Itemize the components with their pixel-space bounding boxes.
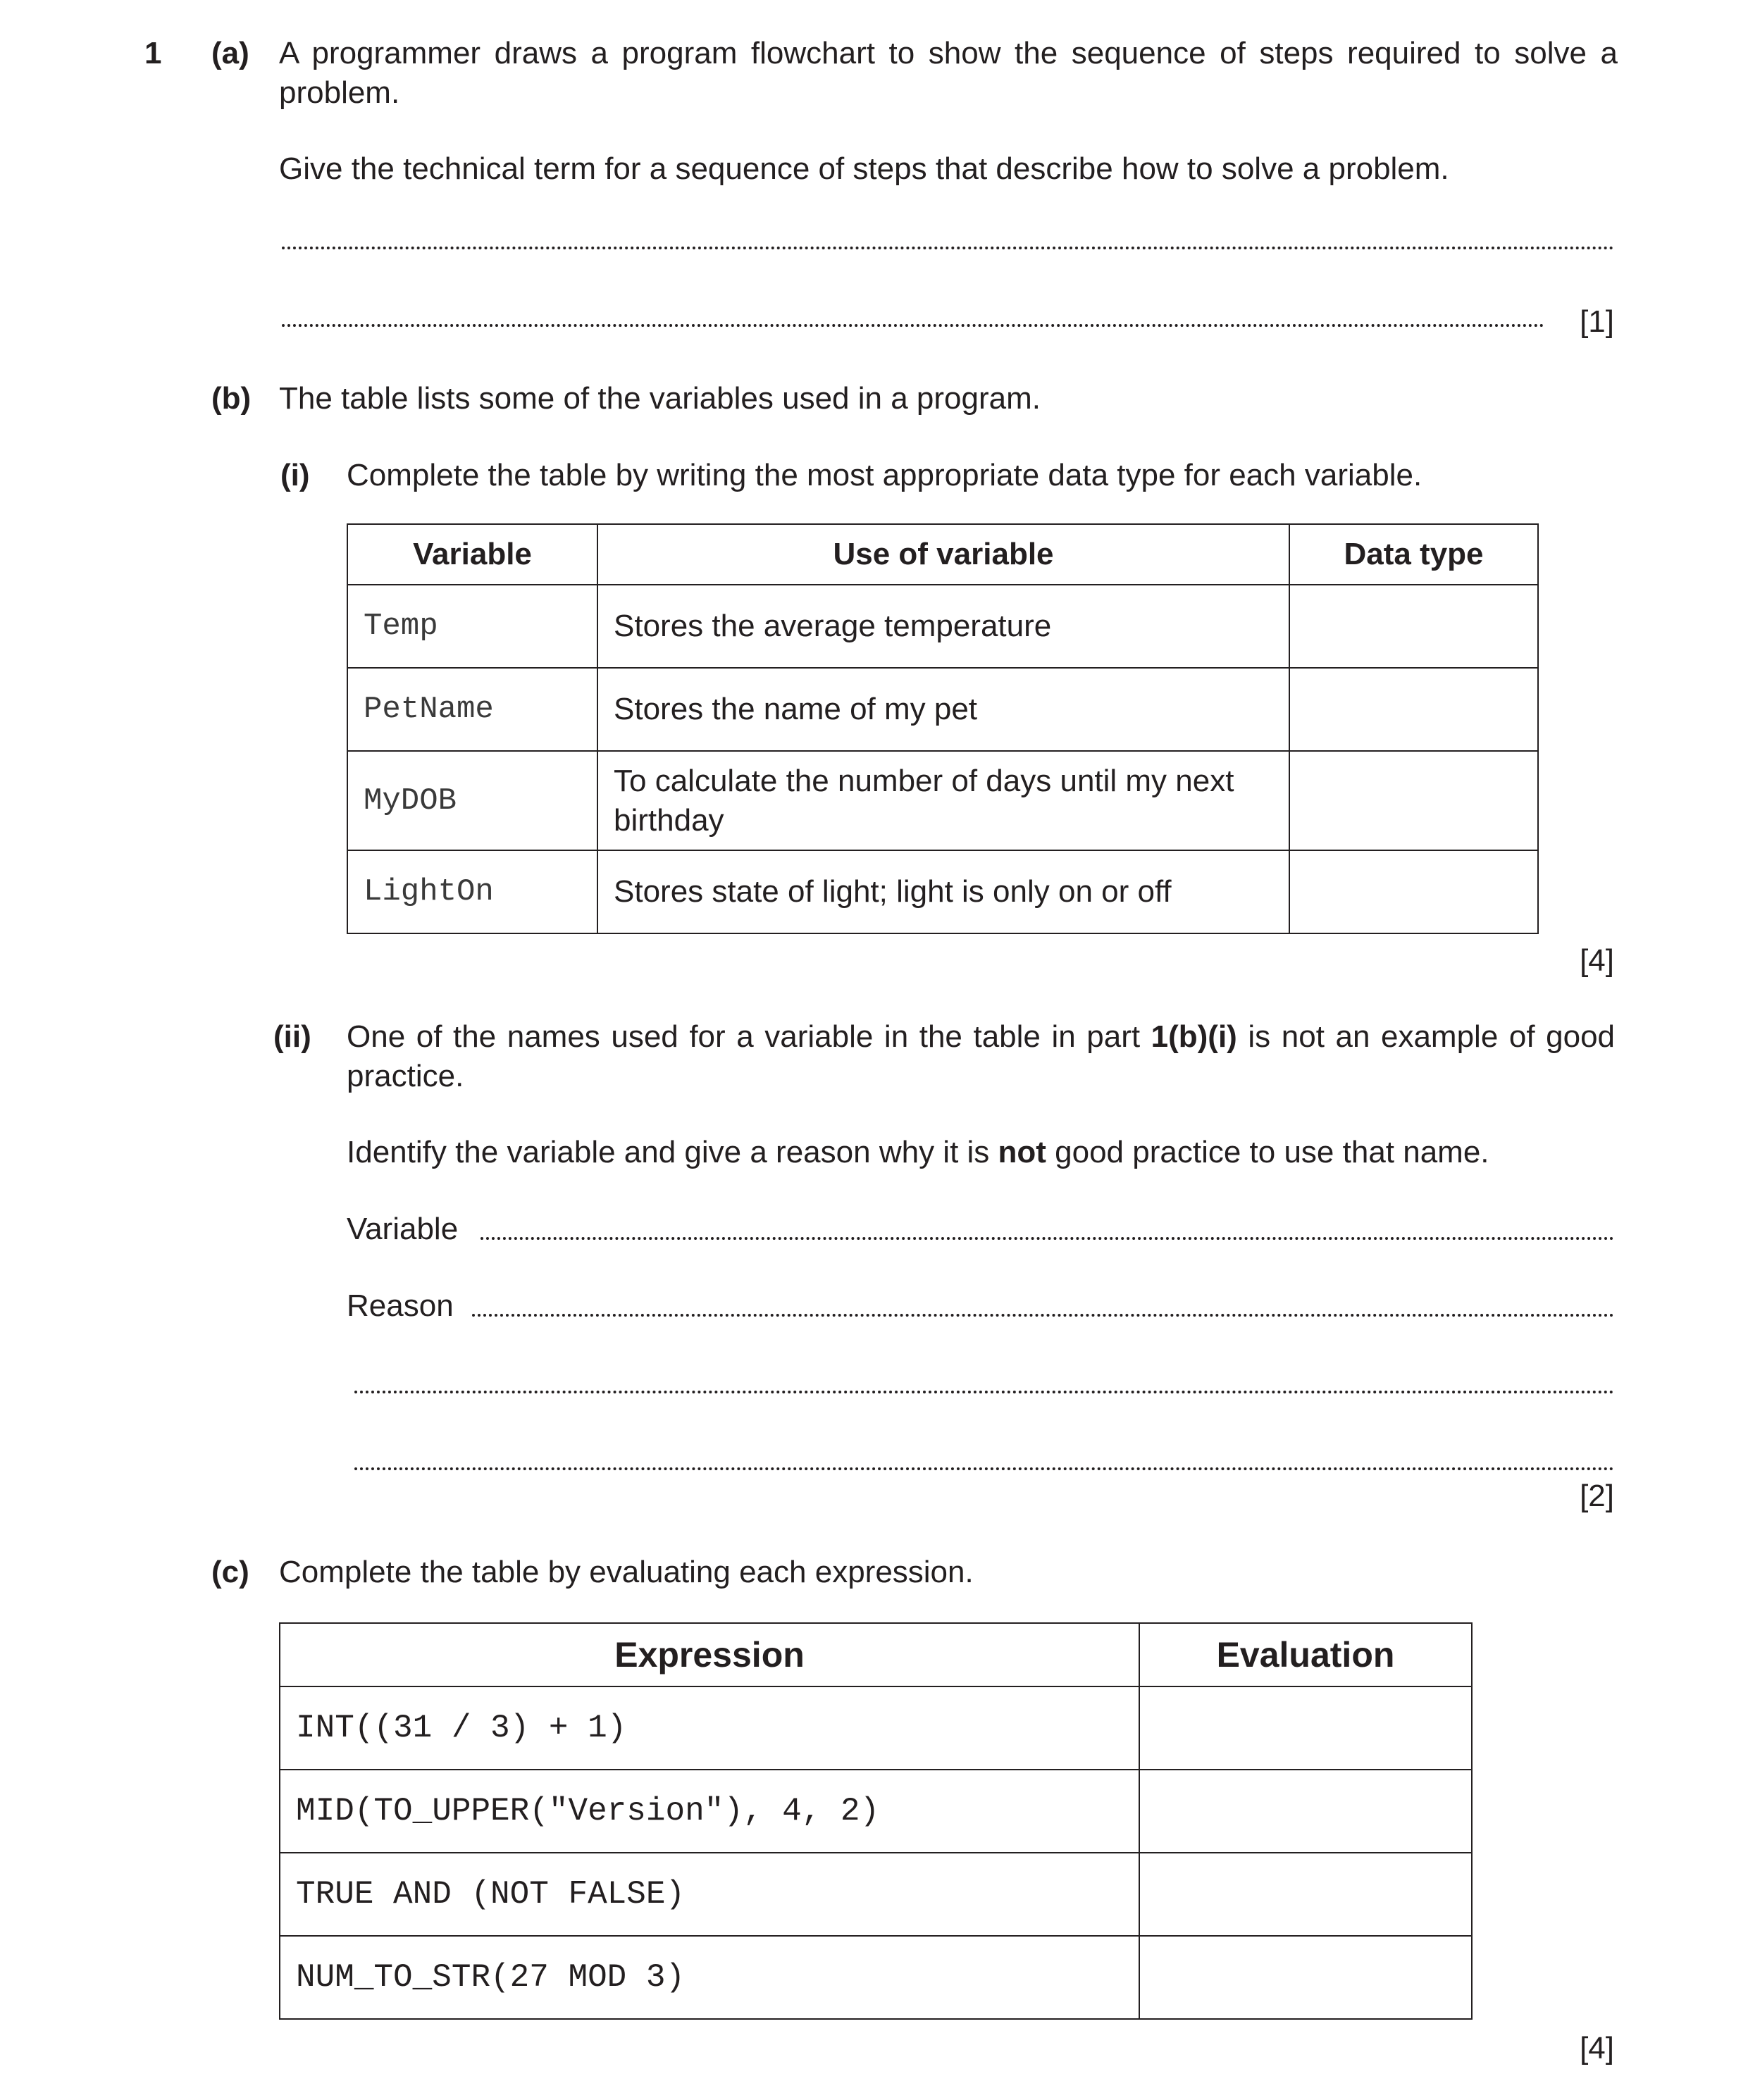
answer-line-a-1[interactable] xyxy=(282,247,1614,249)
variables-table-header-row xyxy=(347,524,1538,585)
part-b-ii-instruction-text-1: Identify the variable and give a reason why it is xyxy=(347,1135,998,1169)
reason-answer-line-3[interactable] xyxy=(354,1467,1614,1470)
marks-b-ii: [2] xyxy=(1580,1479,1614,1513)
part-b-ii-label: (ii) xyxy=(273,1019,311,1054)
evaluation-answer-cell[interactable] xyxy=(1139,1936,1472,2019)
part-b-ii-instruction xyxy=(347,1133,1489,1172)
part-b-ii-intro xyxy=(347,1017,1615,1096)
answer-line-a-2[interactable] xyxy=(282,324,1544,327)
variable-answer-line[interactable] xyxy=(481,1237,1614,1240)
variable-name: MyDOB xyxy=(347,751,597,850)
data-type-answer-cell[interactable] xyxy=(1289,751,1538,850)
table-row xyxy=(347,668,1538,751)
table-row xyxy=(347,585,1538,668)
variables-table xyxy=(347,523,1539,934)
part-b-i-question: Complete the table by writing the most appropriate data type for each variable. xyxy=(347,458,1422,492)
data-type-answer-cell[interactable] xyxy=(1289,668,1538,751)
part-b-ii-instruction-text-2: good practice to use that name. xyxy=(1046,1135,1489,1169)
evaluation-answer-cell[interactable] xyxy=(1139,1770,1472,1853)
reason-answer-line-1[interactable] xyxy=(472,1314,1614,1317)
part-b-intro: The table lists some of the variables used in a program. xyxy=(279,381,1041,416)
marks-c: [4] xyxy=(1580,2031,1614,2065)
part-b-label: (b) xyxy=(211,381,252,416)
variable-name: Temp xyxy=(347,585,597,668)
part-c-label: (c) xyxy=(211,1555,249,1589)
marks-a: [1] xyxy=(1580,304,1614,339)
table-row xyxy=(280,1853,1472,1936)
expression-cell: INT((31 / 3) + 1) xyxy=(280,1686,1139,1770)
expressions-table-header-row xyxy=(280,1623,1472,1686)
expression-cell: TRUE AND (NOT FALSE) xyxy=(280,1853,1139,1936)
variable-use: Stores state of light; light is only on or off xyxy=(597,850,1289,933)
expressions-table xyxy=(279,1622,1473,2020)
variable-use: To calculate the number of days until my next birthday xyxy=(597,751,1289,850)
evaluation-answer-cell[interactable] xyxy=(1139,1686,1472,1770)
question-number: 1 xyxy=(144,36,162,70)
part-a-question: Give the technical term for a sequence of steps that describe how to solve a problem. xyxy=(279,151,1449,186)
evaluation-answer-cell[interactable] xyxy=(1139,1853,1472,1936)
variable-use: Stores the name of my pet xyxy=(597,668,1289,751)
table-row xyxy=(280,1686,1472,1770)
header-expression: Expression xyxy=(280,1623,1139,1686)
part-reference: 1(b)(i) xyxy=(1151,1019,1237,1054)
header-evaluation: Evaluation xyxy=(1139,1623,1472,1686)
variable-label: Variable xyxy=(347,1212,459,1246)
header-variable: Variable xyxy=(347,524,597,585)
header-data-type: Data type xyxy=(1289,524,1538,585)
reason-answer-line-2[interactable] xyxy=(354,1391,1614,1393)
part-c-question: Complete the table by evaluating each expression. xyxy=(279,1555,974,1589)
part-b-ii-intro-text-2: is not an example of good practice. xyxy=(347,1019,1616,1093)
part-a-label: (a) xyxy=(211,36,249,70)
header-use-of-variable: Use of variable xyxy=(597,524,1289,585)
variable-name: PetName xyxy=(347,668,597,751)
data-type-answer-cell[interactable] xyxy=(1289,585,1538,668)
table-row xyxy=(347,850,1538,933)
table-row xyxy=(280,1770,1472,1853)
variable-name: LightOn xyxy=(347,850,597,933)
part-b-ii-intro-text-1: One of the names used for a variable in the table in part xyxy=(347,1019,1151,1054)
table-row xyxy=(280,1936,1472,2019)
part-a-intro: A programmer draws a program flowchart to show the sequence of steps required to solve a problem. xyxy=(279,36,1618,110)
marks-b-i: [4] xyxy=(1580,943,1614,978)
instruction-emphasis: not xyxy=(998,1135,1046,1169)
expression-cell: MID(TO_UPPER("Version"), 4, 2) xyxy=(280,1770,1139,1853)
table-row xyxy=(347,751,1538,850)
expression-cell: NUM_TO_STR(27 MOD 3) xyxy=(280,1936,1139,2019)
reason-label: Reason xyxy=(347,1288,454,1323)
data-type-answer-cell[interactable] xyxy=(1289,850,1538,933)
variable-use: Stores the average temperature xyxy=(597,585,1289,668)
part-b-i-label: (i) xyxy=(280,458,310,492)
